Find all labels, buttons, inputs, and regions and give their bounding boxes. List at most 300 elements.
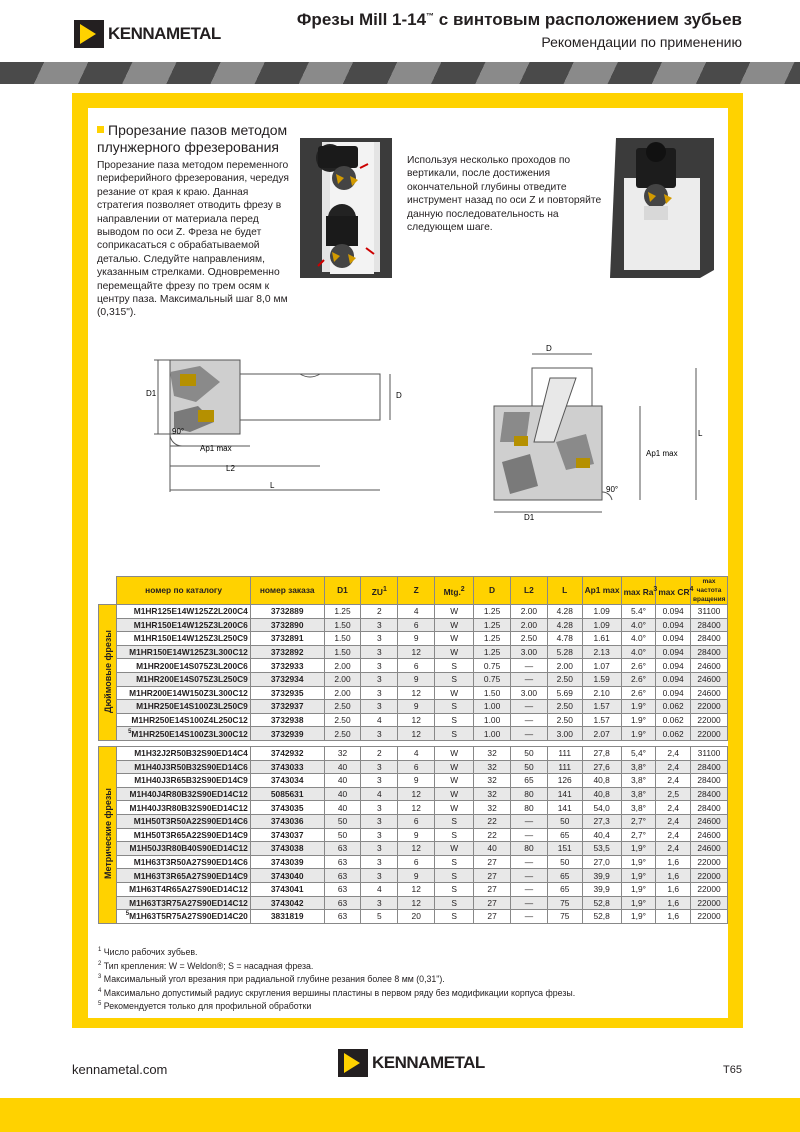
- bottom-bar: [0, 1098, 800, 1132]
- metric-cell: M1H63T3R65A27S90ED14C9: [117, 869, 250, 883]
- metric-cell: M1H40J4R80B32S90ED14C12: [117, 787, 250, 801]
- metric-cell: 6: [398, 855, 435, 869]
- metric-cell: 40: [324, 760, 361, 774]
- footer-logo-icon: [338, 1049, 368, 1077]
- col-order-number: номер заказа: [250, 577, 324, 605]
- inch-cell: 4: [398, 605, 435, 619]
- inch-cell: 6: [398, 659, 435, 673]
- metric-cell: W: [435, 801, 474, 815]
- metric-cell: —: [511, 896, 548, 910]
- plunge-slot-illustration: [300, 138, 394, 280]
- metric-cell: 3: [361, 774, 398, 788]
- inch-cell: 0.062: [656, 700, 691, 714]
- inch-cell: 3732890: [250, 618, 324, 632]
- page-header: [297, 10, 742, 50]
- metric-cell: 31100: [691, 747, 728, 761]
- inch-cell: 1.50: [324, 632, 361, 646]
- metric-cell: 22000: [691, 869, 728, 883]
- kennametal-logo-icon: [74, 20, 104, 48]
- inch-cell: 2.00: [547, 659, 582, 673]
- inch-cell: 3732934: [250, 672, 324, 686]
- metric-cell: —: [511, 855, 548, 869]
- inch-cell: 2.50: [547, 672, 582, 686]
- metric-cell: 1,9°: [621, 855, 656, 869]
- label-ap1: Ap1 max: [200, 444, 232, 453]
- inch-cell: W: [435, 605, 474, 619]
- inch-cell: 3732935: [250, 686, 324, 700]
- metric-cell: 40,8: [582, 774, 621, 788]
- metric-cell: 1,6: [656, 855, 691, 869]
- inch-cell: 28400: [691, 632, 728, 646]
- inch-table-header: [99, 577, 728, 605]
- metric-cell: 80: [511, 787, 548, 801]
- inch-cell: 1.61: [582, 632, 621, 646]
- inch-cell: M1HR200E14S075Z3L250C9: [117, 672, 250, 686]
- metric-cell: 50: [324, 814, 361, 828]
- metric-cell: M1H32J2R50B32S90ED14C4: [117, 747, 250, 761]
- inch-cell: 0.094: [656, 659, 691, 673]
- metric-row: [99, 747, 728, 761]
- metric-cell: 40,4: [582, 828, 621, 842]
- metric-cell: 52,8: [582, 896, 621, 910]
- metric-cell: 2,4: [656, 801, 691, 815]
- inch-cell: M1HR125E14W125Z2L200C4: [117, 605, 250, 619]
- inch-table-body: [99, 605, 728, 741]
- inch-cell: 1.25: [474, 618, 511, 632]
- inch-cell: 1.50: [324, 618, 361, 632]
- metric-cell: 3: [361, 842, 398, 856]
- metric-cell: 3: [361, 760, 398, 774]
- inch-cell: 4.0°: [621, 618, 656, 632]
- inch-cell: 22000: [691, 727, 728, 741]
- metric-cell: 6: [398, 814, 435, 828]
- page-number: T65: [723, 1064, 742, 1076]
- label-angle: 90°: [172, 427, 185, 436]
- inch-cell: 2.50: [547, 700, 582, 714]
- metric-cell: 27,8: [582, 747, 621, 761]
- metric-cell: 4: [361, 882, 398, 896]
- metric-cell: 9: [398, 869, 435, 883]
- inch-cell: 4.0°: [621, 645, 656, 659]
- inch-cell: 3: [361, 686, 398, 700]
- metric-cell: M1H50T3R65A22S90ED14C9: [117, 828, 250, 842]
- metric-cell: 9: [398, 828, 435, 842]
- inch-cell: 1.00: [474, 700, 511, 714]
- metric-row: [99, 882, 728, 896]
- inch-cell: 12: [398, 686, 435, 700]
- metric-cell: 65: [547, 882, 582, 896]
- metric-cell: 12: [398, 787, 435, 801]
- inch-cell: 2.6°: [621, 686, 656, 700]
- metric-cell: 40: [324, 801, 361, 815]
- metric-cell: 12: [398, 882, 435, 896]
- metric-row: [99, 828, 728, 842]
- inch-cell: 4.78: [547, 632, 582, 646]
- inch-cell: 2.50: [511, 632, 548, 646]
- col-ap1: Ap1 max: [582, 577, 621, 605]
- metric-cell: 3: [361, 801, 398, 815]
- metric-cell: S: [435, 882, 474, 896]
- inch-cell: 1.00: [474, 727, 511, 741]
- metric-cell: 1,6: [656, 869, 691, 883]
- footer-logo: [338, 1049, 485, 1077]
- inch-row: [99, 632, 728, 646]
- inch-cell: 2.50: [324, 727, 361, 741]
- inch-cell: 9: [398, 632, 435, 646]
- metric-cell: 50: [511, 760, 548, 774]
- metric-cell: 28400: [691, 760, 728, 774]
- inch-cell: 3: [361, 645, 398, 659]
- metric-cell: 4: [361, 787, 398, 801]
- inch-cell: 2.50: [324, 713, 361, 727]
- inch-row: [99, 686, 728, 700]
- inch-cell: 2.13: [582, 645, 621, 659]
- metric-row: [99, 869, 728, 883]
- metric-cell: 80: [511, 801, 548, 815]
- metric-cell: 22: [474, 814, 511, 828]
- metric-cell: 22000: [691, 910, 728, 924]
- metric-cell: 3: [361, 869, 398, 883]
- metric-cell: 126: [547, 774, 582, 788]
- footnote: $^4$ Максимально допустимый радиус скругления вершины пластины в первом ряду без модификации корпуса фрезы.: [98, 987, 576, 998]
- inch-cell: 4.0°: [621, 632, 656, 646]
- label-d-front: D: [546, 344, 552, 353]
- brand-name: KENNAMETAL: [108, 24, 221, 43]
- metric-cell: 65: [511, 774, 548, 788]
- metric-cell: 4: [398, 747, 435, 761]
- metric-cell: 63: [324, 842, 361, 856]
- inch-cell: 3732889: [250, 605, 324, 619]
- metric-cell: 63: [324, 910, 361, 924]
- metric-cell: 32: [474, 787, 511, 801]
- metric-cell: S: [435, 869, 474, 883]
- footnote: $^5$ Рекомендуется только для профильной обработки: [98, 1000, 312, 1011]
- metric-cell: 1,9°: [621, 910, 656, 924]
- inch-cell: 1.25: [324, 605, 361, 619]
- metric-cell: 39,9: [582, 869, 621, 883]
- col-zu: $ZU^1$: [361, 577, 398, 605]
- metric-cell: 2,4: [656, 842, 691, 856]
- inch-cell: S: [435, 713, 474, 727]
- footnote: $^2$ Тип крепления: W = Weldon®; S = насадная фреза.: [98, 960, 314, 971]
- metric-cell: 3: [361, 814, 398, 828]
- metric-row: [99, 896, 728, 910]
- inch-cell: 1.57: [582, 700, 621, 714]
- metric-cell: W: [435, 842, 474, 856]
- col-rpm: max частота вращения: [691, 577, 728, 605]
- metric-cell: 22000: [691, 882, 728, 896]
- metric-cell: 151: [547, 842, 582, 856]
- inch-cell: —: [511, 727, 548, 741]
- inch-cell: 3: [361, 700, 398, 714]
- metric-cell: 3743041: [250, 882, 324, 896]
- metric-row: [99, 760, 728, 774]
- col-catalog-number: номер по каталогу: [117, 577, 250, 605]
- inch-row: [99, 645, 728, 659]
- metric-cell: 80: [511, 842, 548, 856]
- inch-cell: 3.00: [511, 686, 548, 700]
- metric-cell: 3831819: [250, 910, 324, 924]
- inch-cell: 0.094: [656, 672, 691, 686]
- metric-cell: 63: [324, 896, 361, 910]
- inch-cell: 12: [398, 713, 435, 727]
- inch-cell: 1.25: [474, 632, 511, 646]
- metric-cell: 28400: [691, 774, 728, 788]
- inch-cell: 1.57: [582, 713, 621, 727]
- metric-row: [99, 774, 728, 788]
- metric-cell: 2,4: [656, 774, 691, 788]
- metric-cell: 3743039: [250, 855, 324, 869]
- metric-cell: 53,5: [582, 842, 621, 856]
- metric-cell: S: [435, 896, 474, 910]
- metric-cell: 1,6: [656, 882, 691, 896]
- inch-cell: 9: [398, 672, 435, 686]
- metric-row: [99, 842, 728, 856]
- inch-cell: 1.9°: [621, 700, 656, 714]
- inch-cell: 2.00: [324, 659, 361, 673]
- metric-cell: 54,0: [582, 801, 621, 815]
- inch-cell: W: [435, 686, 474, 700]
- metric-cell: 27: [474, 869, 511, 883]
- metric-cell: —: [511, 869, 548, 883]
- metric-cell: 2,4: [656, 760, 691, 774]
- inch-cell: M1HR150E14W125Z3L200C6: [117, 618, 250, 632]
- inch-cell: 2.00: [324, 686, 361, 700]
- inch-cell: —: [511, 700, 548, 714]
- col-z: Z: [398, 577, 435, 605]
- page-title: Фрезы Mill 1-14™ с винтовым расположением зубьев: [296, 10, 742, 29]
- metric-cell: 12: [398, 801, 435, 815]
- metric-cell: —: [511, 814, 548, 828]
- metric-cell: 27,6: [582, 760, 621, 774]
- metric-cell: 50: [324, 828, 361, 842]
- footnotes: [98, 945, 575, 1013]
- metric-cell: 32: [324, 747, 361, 761]
- inch-cell: 5.28: [547, 645, 582, 659]
- inch-row: [99, 700, 728, 714]
- metric-cell: 9: [398, 774, 435, 788]
- metric-cell: 111: [547, 760, 582, 774]
- inch-cell: 2: [361, 605, 398, 619]
- inch-cell: 0.75: [474, 672, 511, 686]
- col-l: L: [547, 577, 582, 605]
- metric-cell: 28400: [691, 787, 728, 801]
- inch-cell: 3732937: [250, 700, 324, 714]
- metric-cell: 5085631: [250, 787, 324, 801]
- label-d: D: [396, 391, 402, 400]
- metric-row: [99, 814, 728, 828]
- inch-cell: 5.69: [547, 686, 582, 700]
- metric-cell: 32: [474, 801, 511, 815]
- inch-cell: 2.00: [511, 605, 548, 619]
- metric-cell: 40: [474, 842, 511, 856]
- section-paragraph-2: Используя несколько проходов по вертикали, после достижения окончательной глубины отведите инструмент назад по оси Z и повторяйте данную последовательность на следующем шаге.: [407, 155, 602, 234]
- inch-cell: 0.094: [656, 605, 691, 619]
- metric-cell: M1H50J3R80B40S90ED14C12: [117, 842, 250, 856]
- metric-cell: M1H63T4R65A27S90ED14C12: [117, 882, 250, 896]
- metric-cell: M1H40J3R80B32S90ED14C12: [117, 801, 250, 815]
- metric-cell: 3743033: [250, 760, 324, 774]
- metric-cell: 27: [474, 855, 511, 869]
- inch-cell: W: [435, 645, 474, 659]
- inch-cell: 0.062: [656, 727, 691, 741]
- inch-cell: M1HR150E14W125Z3L300C12: [117, 645, 250, 659]
- metric-cell: 40,8: [582, 787, 621, 801]
- metric-cell: 22: [474, 828, 511, 842]
- inch-cell: —: [511, 713, 548, 727]
- metric-cell: 1,9°: [621, 869, 656, 883]
- metric-cell: 141: [547, 787, 582, 801]
- metric-cell: M1H40J3R65B32S90ED14C9: [117, 774, 250, 788]
- metric-cell: S: [435, 855, 474, 869]
- metric-cell: 75: [547, 896, 582, 910]
- inch-cell: 24600: [691, 659, 728, 673]
- inch-row: [99, 659, 728, 673]
- col-l2: L2: [511, 577, 548, 605]
- metric-cell: 32: [474, 774, 511, 788]
- inch-cell: 1.59: [582, 672, 621, 686]
- metric-cell: 5,4°: [621, 747, 656, 761]
- metric-cell: 24600: [691, 842, 728, 856]
- inch-cell: 3732891: [250, 632, 324, 646]
- metric-cell: 39,9: [582, 882, 621, 896]
- metric-cell: 52,8: [582, 910, 621, 924]
- metric-group-label: Метрические фрезы: [99, 747, 117, 924]
- inch-cell: 1.50: [474, 686, 511, 700]
- metric-cell: 1,6: [656, 896, 691, 910]
- metric-cell: 1,9°: [621, 842, 656, 856]
- inch-cell: 1.25: [474, 605, 511, 619]
- metric-cell: 111: [547, 747, 582, 761]
- inch-cell: 2.00: [511, 618, 548, 632]
- inch-cell: 28400: [691, 645, 728, 659]
- metric-cell: 3,8°: [621, 760, 656, 774]
- col-d: D: [474, 577, 511, 605]
- inch-cell: M1HR250E14S100Z3L250C9: [117, 700, 250, 714]
- metric-cell: 3: [361, 896, 398, 910]
- metric-cell: 3743037: [250, 828, 324, 842]
- inch-cell: 3: [361, 727, 398, 741]
- inch-cell: 3732892: [250, 645, 324, 659]
- inch-cell: M1HR200E14S075Z3L200C6: [117, 659, 250, 673]
- metric-cell: 32: [474, 747, 511, 761]
- footer-url[interactable]: kennametal.com: [72, 1062, 168, 1077]
- metric-cell: 40: [324, 787, 361, 801]
- metric-cell: 2: [361, 747, 398, 761]
- inch-cell: 9: [398, 700, 435, 714]
- inch-cell: 1.07: [582, 659, 621, 673]
- metric-cell: 2,4: [656, 814, 691, 828]
- metric-cell: 3742932: [250, 747, 324, 761]
- inch-cell: 1.50: [324, 645, 361, 659]
- metric-cell: 3,8°: [621, 774, 656, 788]
- inch-cell: 2.6°: [621, 672, 656, 686]
- label-d1-front: D1: [524, 513, 535, 522]
- metric-cell: M1H50T3R50A22S90ED14C6: [117, 814, 250, 828]
- cutter-front-view-drawing: [490, 342, 710, 522]
- inch-cell: W: [435, 618, 474, 632]
- metric-cell: 12: [398, 842, 435, 856]
- metric-cell: 3: [361, 828, 398, 842]
- section-title: Прорезание пазов методом плунжерного фрезерования: [97, 122, 288, 155]
- metric-cell: 1,9°: [621, 882, 656, 896]
- metric-cell: 27: [474, 910, 511, 924]
- metric-cell: 5: [361, 910, 398, 924]
- col-mtg: Mtg.$^2$: [435, 577, 474, 605]
- col-ra: max Ra$^3$: [621, 577, 656, 605]
- metric-cell: W: [435, 787, 474, 801]
- metric-cell: 65: [547, 869, 582, 883]
- inch-cell: 2.07: [582, 727, 621, 741]
- metric-cell: 3743038: [250, 842, 324, 856]
- metric-cell: 63: [324, 855, 361, 869]
- inch-cell: 0.094: [656, 618, 691, 632]
- inch-row: [99, 713, 728, 727]
- metric-cell: W: [435, 747, 474, 761]
- inch-row: [99, 727, 728, 741]
- col-d1: D1: [324, 577, 361, 605]
- inch-cell: 0.062: [656, 713, 691, 727]
- metric-cell: 27,3: [582, 814, 621, 828]
- metric-cell: 3743034: [250, 774, 324, 788]
- metric-cell: M1H63T3R50A27S90ED14C6: [117, 855, 250, 869]
- footnote: $^1$ Число рабочих зубьев.: [98, 946, 198, 957]
- metric-cell: 22000: [691, 896, 728, 910]
- inch-cell: 0.094: [656, 632, 691, 646]
- metric-cell: 27: [474, 896, 511, 910]
- inch-cell: 2.50: [324, 700, 361, 714]
- inch-cell: 5.4°: [621, 605, 656, 619]
- vertical-pass-illustration: [610, 138, 716, 280]
- metric-cutters-table: [98, 746, 728, 924]
- inch-cell: 3: [361, 659, 398, 673]
- metric-cell: 40: [324, 774, 361, 788]
- inch-cell: M1HR200E14W150Z3L300C12: [117, 686, 250, 700]
- metric-cell: 1,6: [656, 910, 691, 924]
- metric-cell: —: [511, 882, 548, 896]
- metric-cell: 3,8°: [621, 787, 656, 801]
- inch-cell: S: [435, 727, 474, 741]
- metric-cell: 20: [398, 910, 435, 924]
- inch-cell: —: [511, 672, 548, 686]
- inch-cell: 1.09: [582, 605, 621, 619]
- metric-cell: 28400: [691, 801, 728, 815]
- metric-cell: 2,4: [656, 828, 691, 842]
- header-stripe: [0, 62, 800, 84]
- metric-table-body: [99, 747, 728, 924]
- metric-cell: 50: [511, 747, 548, 761]
- inch-cell: S: [435, 700, 474, 714]
- metric-cell: W: [435, 760, 474, 774]
- inch-cell: 3.00: [511, 645, 548, 659]
- inch-cell: 2.10: [582, 686, 621, 700]
- metric-cell: 1,9°: [621, 896, 656, 910]
- metric-cell: 3743036: [250, 814, 324, 828]
- label-l2: L2: [226, 464, 235, 473]
- label-l-front: L: [698, 429, 703, 438]
- metric-cell: 3: [361, 855, 398, 869]
- cutter-side-view-drawing: [140, 352, 410, 502]
- inch-cell: 1.25: [474, 645, 511, 659]
- inch-cell: 4.28: [547, 605, 582, 619]
- inch-cell: 24600: [691, 686, 728, 700]
- metric-cell: 27: [474, 882, 511, 896]
- page-subtitle: Рекомендации по применению: [541, 34, 742, 50]
- label-angle-front: 90°: [606, 485, 619, 494]
- inch-cell: 4.28: [547, 618, 582, 632]
- inch-cell: M1HR250E14S100Z4L250C12: [117, 713, 250, 727]
- col-cr: $\max CR^4$: [656, 577, 691, 605]
